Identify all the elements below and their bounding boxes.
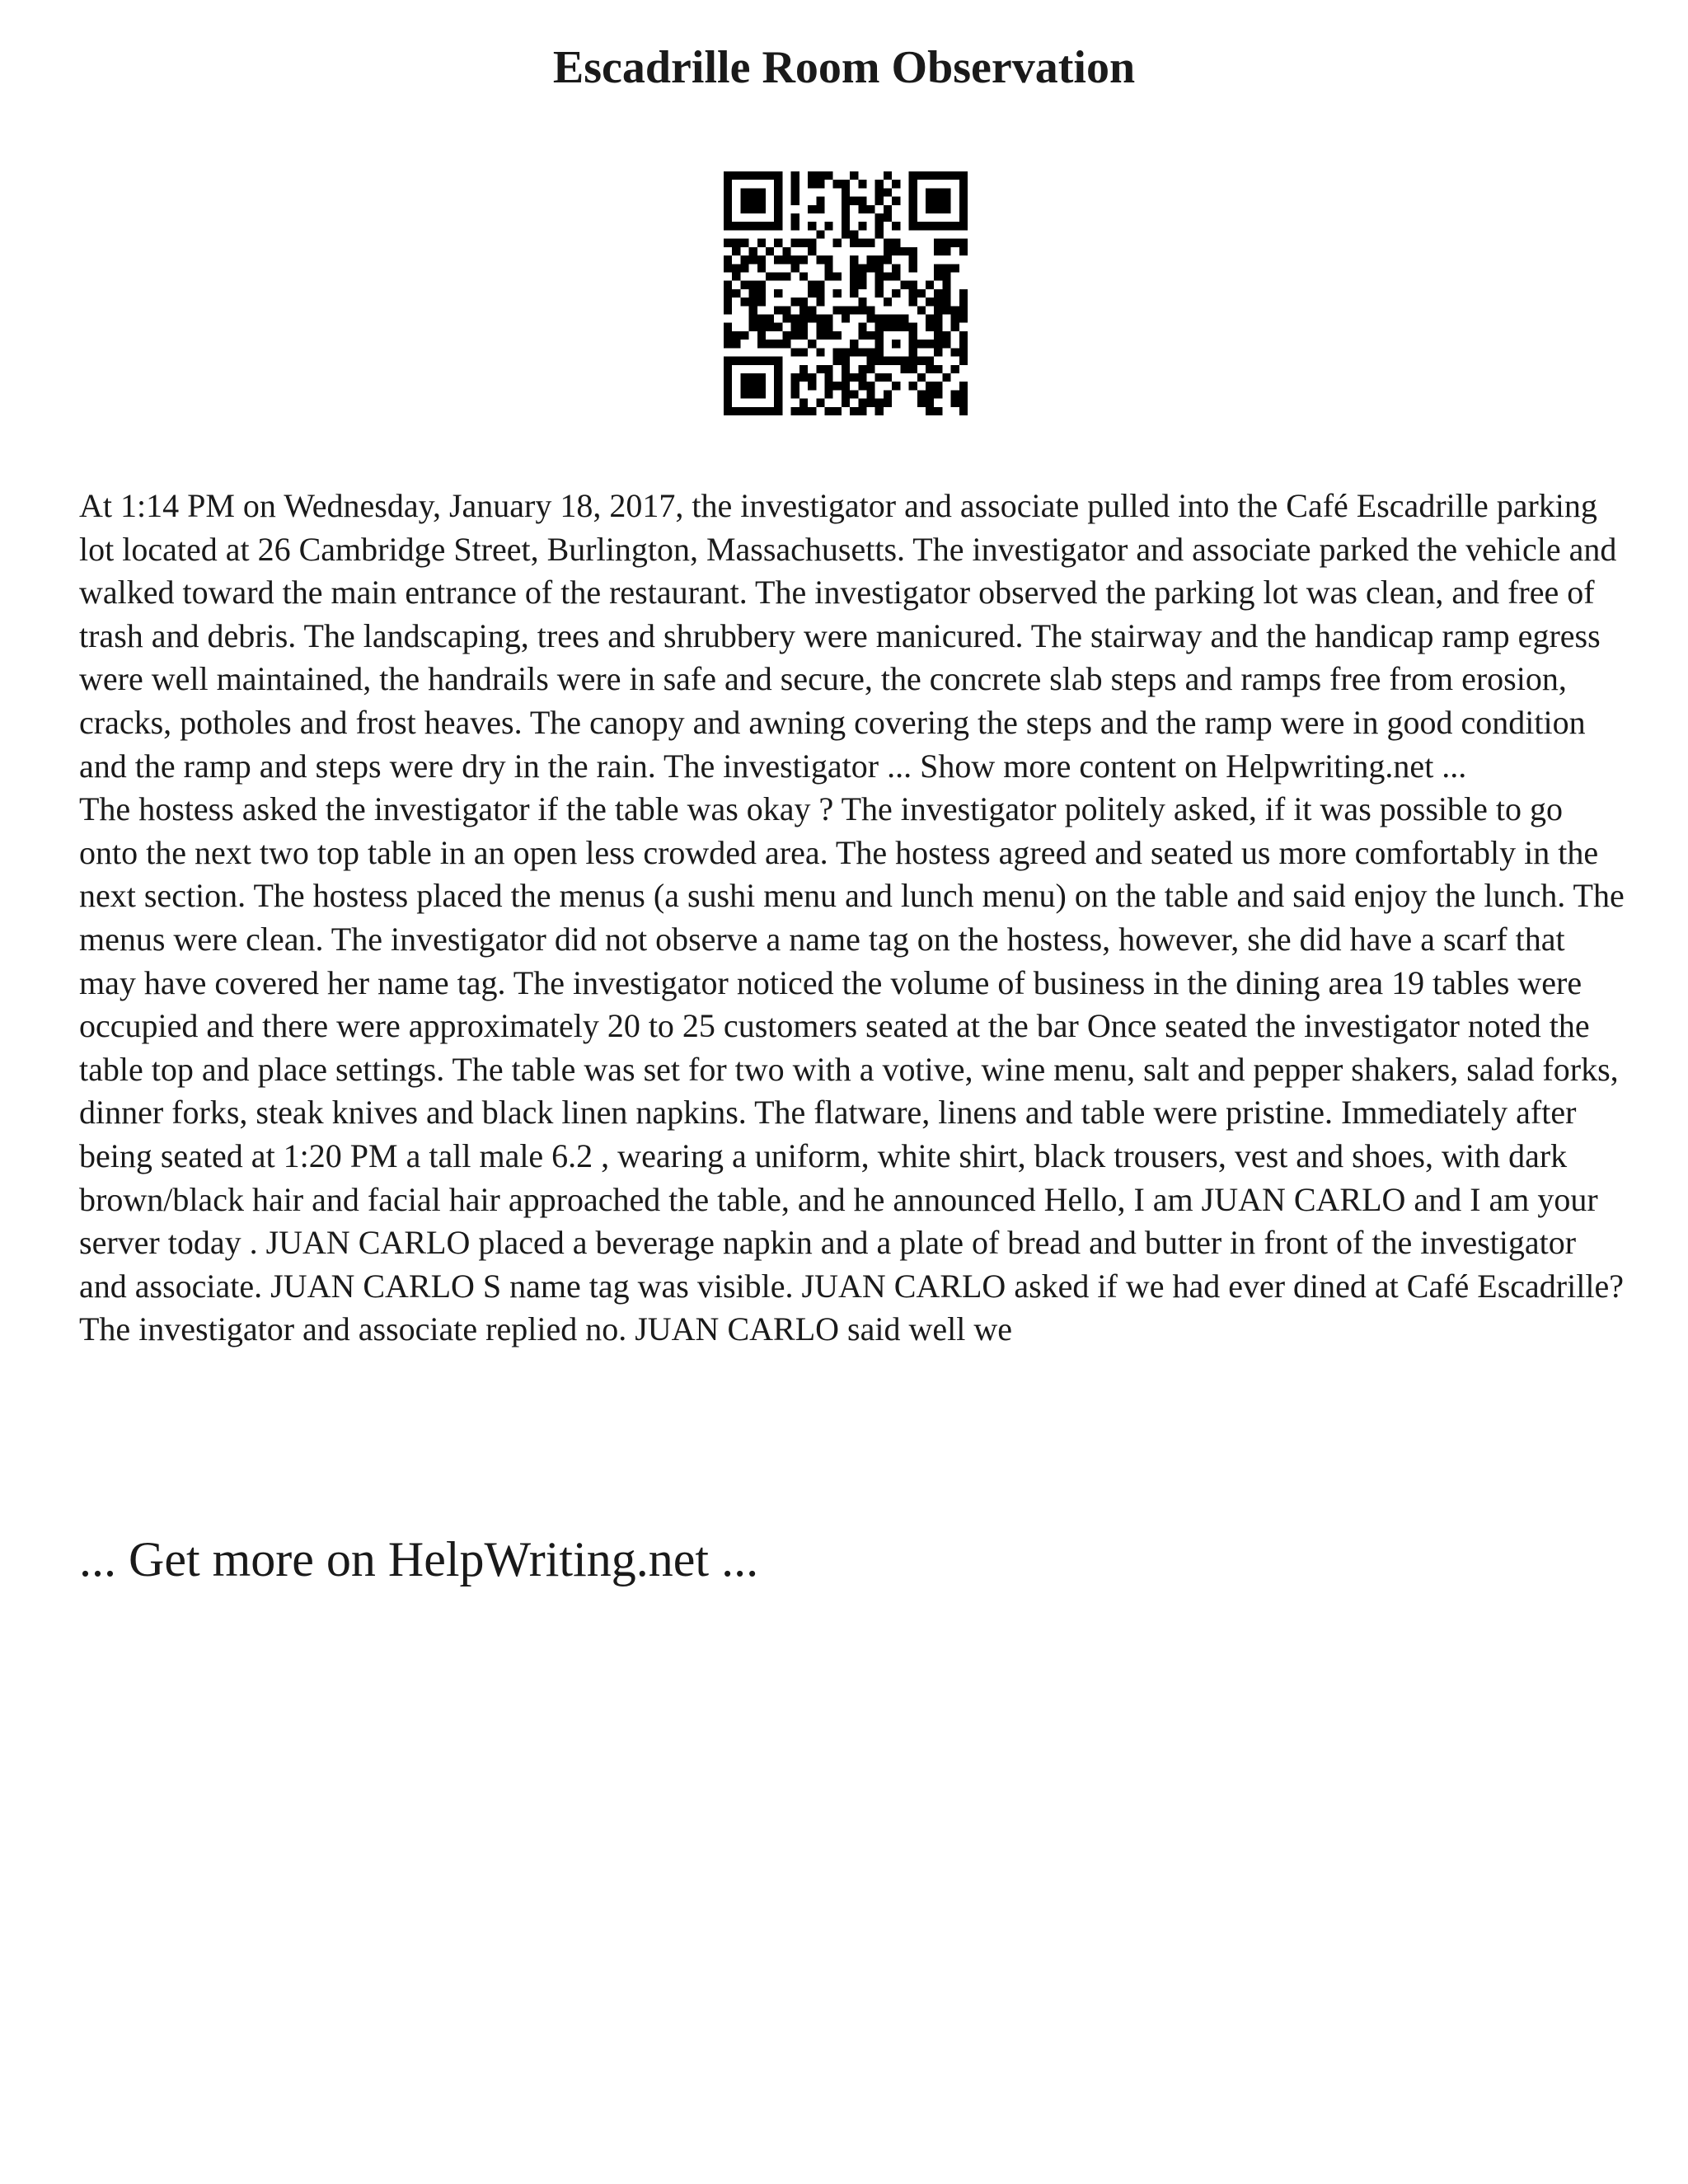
paragraph-hostess-server: The hostess asked the investigator if the table was okay ? The investigator politely asked, if it was possible to go onto the next two top table in an open less crowded area. The hostess agreed and seated us more comfortably in the next section. The hostess placed the menus (a sushi menu and lunch menu) on the table and said enjoy the lunch. The menus were clean. The investigator did not observe a name tag on the hostess, however, she did have a scarf that may have covered her name tag. The investigator noticed the volume of business in the dining area 19 tables were occupied and there were approximately 20 to 25 customers seated at the bar Once seated the investigator noted the table top and place settings. The table was set for two with a votive, wine menu, salt and pepper shakers, salad forks, dinner forks, steak knives and black linen napkins. The flatware, linens and table were pristine. Immediately after being seated at 1:20 PM a tall male 6.2 , wearing a uniform, white shirt, black trousers, vest and shoes, with dark brown/black hair and facial hair approached the table, and he announced Hello, I am JUAN CARLO and I am your server today . JUAN CARLO placed a beverage napkin and a plate of bread and butter in front of the investigator and associate. JUAN CARLO S name tag was visible. JUAN CARLO asked if we had ever dined at Café Escadrille? The investigator and associate replied no. JUAN CARLO said well we <box>79 790 1625 1348</box>
paragraph-parking-lot: At 1:14 PM on Wednesday, January 18, 2017, the investigator and associate pulled into the Café Escadrille parking lot located at 26 Cambridge Street, Burlington, Massachusetts. The investigator and associate parked the vehicle and walked toward the main entrance of the restaurant. The investigator observed the parking lot was clean, and free of trash and debris. The landscaping, trees and shrubbery were manicured. The stairway and the handicap ramp egress were well maintained, the handrails were in safe and secure, the concrete slab steps and ramps free from erosion, cracks, potholes and frost heaves. The canopy and awning covering the steps and the ramp were in good condition and the ramp and steps were dry in the rain. The investigator ... Show more content on Helpwriting.net ... <box>79 487 1617 785</box>
qr-code-icon[interactable] <box>724 171 968 415</box>
document-title: Escadrille Room Observation <box>552 42 1136 93</box>
document-body <box>79 485 1629 1352</box>
get-more-link[interactable]: ... Get more on HelpWriting.net ... <box>79 1532 759 1586</box>
